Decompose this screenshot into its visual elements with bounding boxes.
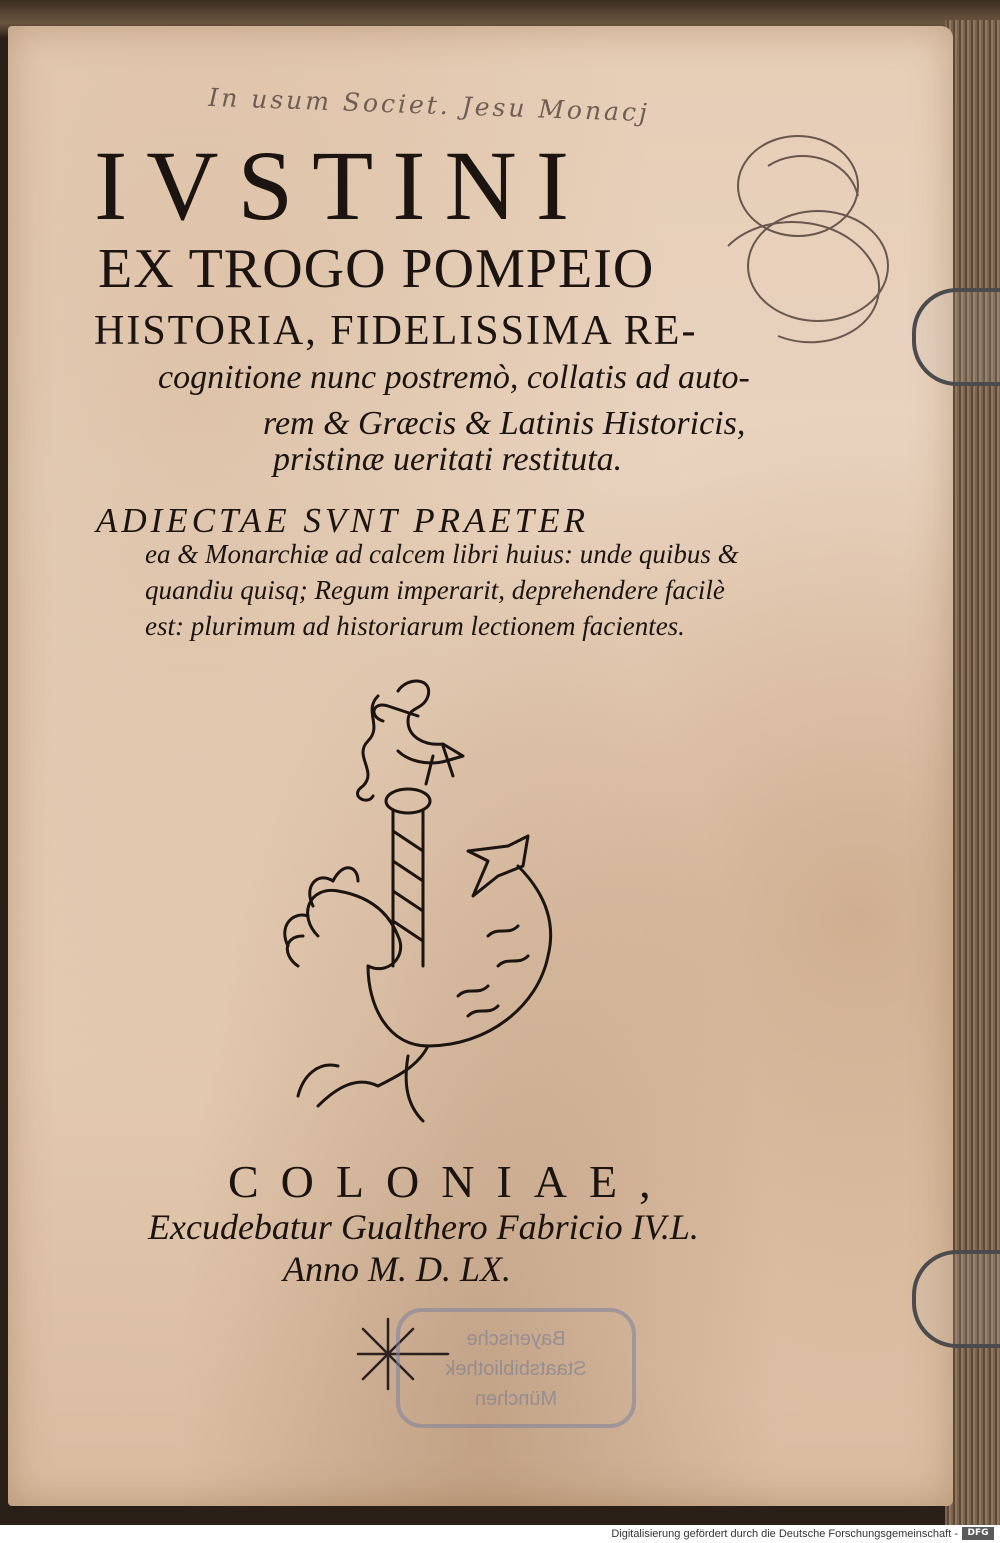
handwritten-ownership-note: In usum Societ. Jesu Monacj: [207, 82, 651, 128]
imprint-city: COLONIAE,: [228, 1156, 673, 1207]
title-page: [8, 26, 953, 1506]
addendum-line-4: est: plurimum ad historiarum lectionem facientes.: [145, 611, 685, 641]
stamp-line-3: München: [474, 1388, 558, 1410]
title-line-3: HISTORIA, FIDELISSIMA RE-: [94, 308, 698, 354]
attribution-footer: [0, 1525, 1000, 1543]
title-line-5: rem & Græcis & Latinis Historicis,: [263, 405, 746, 442]
imprint-printer: Excudebatur Gualthero Fabricio IV.L.: [148, 1207, 699, 1247]
printers-device-woodcut: [258, 666, 588, 1156]
page-clip-upper: [912, 288, 1000, 386]
title-line-4: cognitione nunc postremò, collatis ad auto-: [158, 359, 750, 396]
work-title: IVSTINI: [94, 130, 589, 241]
library-stamp: [396, 1308, 636, 1428]
addendum-line-2: ea & Monarchiæ ad calcem libri huius: unde quibus &: [145, 539, 739, 569]
stamp-line-2: Staatsbibliothek: [445, 1358, 587, 1380]
addendum-heading: ADIECTAE SVNT PRAETER: [96, 501, 589, 540]
title-line-6: pristinæ ueritati restituta.: [273, 441, 623, 478]
page-clip-lower: [912, 1250, 1000, 1348]
stamp-line-1: Bayerische: [466, 1328, 566, 1350]
addendum-line-3: quandiu quisq; Regum imperarit, deprehendere facilè: [145, 575, 725, 605]
funding-credit: Digitalisierung gefördert durch die Deutsche Forschungsgemeinschaft -: [611, 1528, 958, 1540]
dfg-logo: DFG: [962, 1527, 994, 1540]
title-line-2: EX TROGO POMPEIO: [98, 238, 655, 300]
imprint-year: Anno M. D. LX.: [283, 1249, 511, 1289]
